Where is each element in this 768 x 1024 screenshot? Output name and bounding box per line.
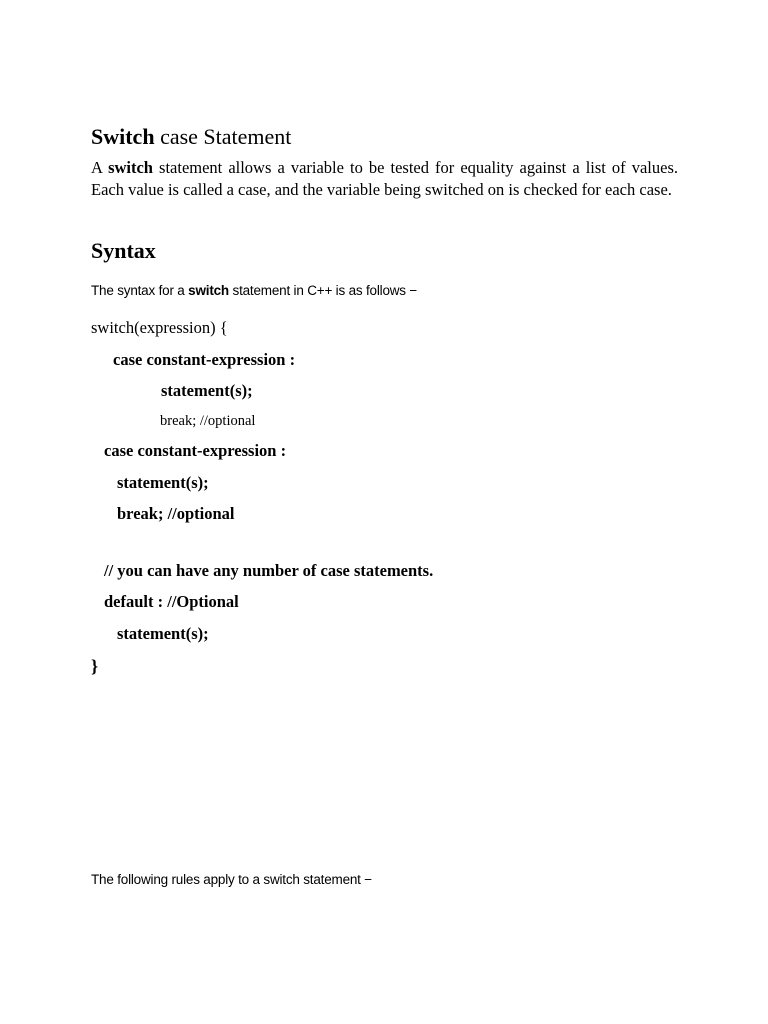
description-text: statement allows a variable to be tested for equality against a list of values. Each value is called a case, and the variable being switched on is checked for each case. <box>91 158 678 199</box>
code-line-comment: // you can have any number of case statements. <box>104 561 434 580</box>
code-line-case-2: case constant-expression : <box>104 441 287 460</box>
code-line-close-brace: } <box>91 656 99 676</box>
code-line-statement-3: statement(s); <box>117 624 209 643</box>
description-prefix: A <box>91 158 109 177</box>
code-line-case-1: case constant-expression : <box>113 350 296 369</box>
syntax-intro-prefix: The syntax for a <box>91 283 189 298</box>
syntax-heading: Syntax <box>91 238 156 263</box>
syntax-intro-suffix: statement in C++ is as follows − <box>228 283 418 298</box>
syntax-intro-keyword: switch <box>188 283 229 298</box>
code-line-switch: switch(expression) { <box>91 318 228 337</box>
title-keyword: Switch <box>91 124 155 149</box>
code-line-statement-2: statement(s); <box>117 473 209 492</box>
description-keyword: switch <box>108 158 153 177</box>
title-rest: case Statement <box>154 124 292 149</box>
description-paragraph <box>91 157 678 200</box>
code-line-statement-1: statement(s); <box>161 381 253 400</box>
code-line-break-2: break; //optional <box>117 504 235 523</box>
code-line-default: default : //Optional <box>104 592 239 611</box>
rules-intro: The following rules apply to a switch statement − <box>91 872 372 887</box>
page-title <box>91 126 291 148</box>
code-line-break-1: break; //optional <box>160 413 256 429</box>
syntax-intro <box>91 284 417 298</box>
